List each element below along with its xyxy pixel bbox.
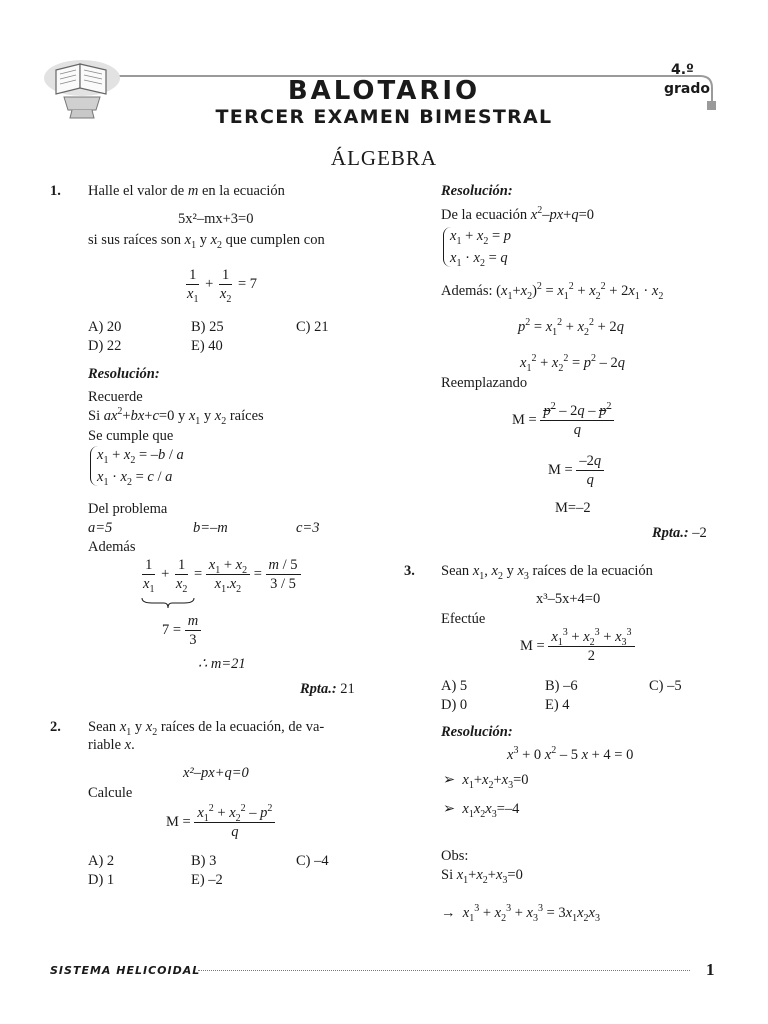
arrow-bullet-icon: ➢ — [443, 801, 456, 817]
problem-1-equation: 5x²–mx+3=0 — [178, 211, 254, 227]
problem-2-expression: M = $\frac{x_1^2 + x_2^2 - p^2}{q}$ — [166, 804, 275, 841]
problem-3-number: 3. — [404, 563, 415, 579]
option-2e: E) –2 — [191, 872, 223, 888]
problem-1-condition: si sus raíces son $x_1$ y $x_2$ que cumplen con — [88, 232, 325, 251]
problem-3-statement: Sean $x_1$, $x_2$ y $x_3$ raíces de la ecuación — [441, 563, 653, 582]
problem-2-statement: Sean $x_1$ y $x_2$ raíces de la ecuación, de va- riable x. — [88, 719, 325, 753]
resolution-2-label: Resolución: — [441, 183, 513, 199]
resolution-2-step2: $x_1^2 + x_2^2 = p^2 - 2q$ — [520, 353, 625, 374]
option-1a: A) 20 — [88, 319, 122, 335]
answer-1: Rpta.: 21 — [300, 681, 355, 697]
vieta-system: $x_1 + x_2 = -b / a$ $x_1 \cdot x_2 = c / a$ — [90, 446, 184, 486]
problem-2-equation: x²–px+q=0 — [183, 765, 249, 781]
recuerde-text: Recuerde — [88, 389, 143, 405]
option-3b: B) –6 — [545, 678, 578, 694]
option-2d: D) 1 — [88, 872, 115, 888]
del-problema-text: Del problema — [88, 501, 168, 517]
arrow-bullet-icon: ➢ — [443, 772, 456, 788]
footer-label: SISTEMA HELICOIDAL — [50, 964, 201, 977]
option-3a: A) 5 — [441, 678, 468, 694]
resolution-2-step4: M = $\frac{-2q}{q}$ — [548, 452, 604, 489]
resolution-2-system: $x_1 + x_2 = p$ $x_1 \cdot x_2 = q$ — [443, 227, 511, 267]
option-1e: E) 40 — [191, 338, 223, 354]
coef-b: b=–m — [193, 520, 228, 536]
coef-c: c=3 — [296, 520, 320, 536]
option-1d: D) 22 — [88, 338, 122, 354]
reemplazando-text: Reemplazando — [441, 375, 528, 391]
answer-2: Rpta.: –2 — [652, 525, 707, 541]
resolution-3-label: Resolución: — [441, 724, 513, 740]
problem-1-formula: $\frac{1}{x_1}$ + $\frac{1}{x_2}$ = 7 — [187, 267, 257, 305]
option-3c: C) –5 — [649, 678, 682, 694]
resolution-2-equation: De la ecuación $x^2-px+q=0$ — [441, 205, 595, 223]
option-2a: A) 2 — [88, 853, 115, 869]
problem-1-derivation: $\frac{1}{x_1}$ + $\frac{1}{x_2}$ = $\frac{x_1 + x_2}{x_1.x_2}$ = $\frac{m / 5}{3 / 5}$ — [140, 556, 301, 593]
option-3d: D) 0 — [441, 697, 468, 713]
resolution-2-step1: $p^2 = x_1^2 + x_2^2 + 2q$ — [518, 317, 624, 338]
subject-heading: ÁLGEBRA — [330, 146, 438, 170]
option-2b: B) 3 — [191, 853, 217, 869]
resolution-3-equation: $x^3 + 0$ $x^2 - 5$ x + 4 = 0 — [507, 745, 634, 763]
page-subtitle: TERCER EXAMEN BIMESTRAL — [215, 106, 553, 128]
option-1b: B) 25 — [191, 319, 224, 335]
option-3e: E) 4 — [545, 697, 570, 713]
footer-dotted-rule — [198, 970, 690, 971]
option-2c: C) –4 — [296, 853, 329, 869]
problem-1-number: 1. — [50, 183, 61, 199]
calcule-text: Calcule — [88, 785, 133, 801]
result-m: ∴ m=21 — [198, 656, 246, 672]
problem-3-expression: M = $\frac{x_1^3 + x_2^3 + x_3^3}{2}$ — [520, 628, 635, 665]
se-cumple-text: Se cumple que — [88, 428, 174, 444]
problem-3-equation: x³–5x+4=0 — [536, 591, 601, 607]
obs-condition: Si $x_1+x_2+x_3=0$ — [441, 867, 523, 886]
option-1c: C) 21 — [296, 319, 329, 335]
obs-text: Obs: — [441, 848, 469, 864]
problem-1-statement: Halle el valor de m en la ecuación — [88, 183, 285, 199]
underbrace — [140, 596, 196, 610]
general-equation: Si $ax^2+bx+c=0$ y $x_1$ y $x_2$ raíces — [88, 406, 264, 427]
resolution-3-sum: ➢ $x_1+x_2+x_3=0$ — [443, 772, 529, 791]
resolution-2-result: M=–2 — [555, 500, 591, 516]
problem-2-number: 2. — [50, 719, 61, 735]
resolution-2-step3: M = $\frac{p^2 - 2q - p^2}{q}$ — [512, 402, 614, 439]
obs-identity: → $x_1^3 + x_2^3 + x_3^3 = 3x_1x_2x_3$ — [441, 903, 600, 924]
resolution-3-product: ➢ $x_1x_2x_3=-4$ — [443, 801, 520, 820]
resolution-2-identity: Además: $(x_1+x_2)^2 = x_1^2 + x_2^2 + 2x_1 \cdot x_2$ — [441, 281, 664, 302]
grade-number: 4.º — [671, 62, 694, 78]
seven-equals-m3: 7 = $\frac{m}{3}$ — [162, 612, 201, 649]
resolution-1-label: Resolución: — [88, 366, 160, 382]
grade-word: grado — [664, 81, 711, 97]
ademas-text: Además — [88, 539, 136, 555]
page-title: BALOTARIO — [287, 76, 481, 106]
coef-a: a=5 — [88, 520, 113, 536]
page-number: 1 — [706, 960, 715, 979]
efectue-text: Efectúe — [441, 611, 486, 627]
